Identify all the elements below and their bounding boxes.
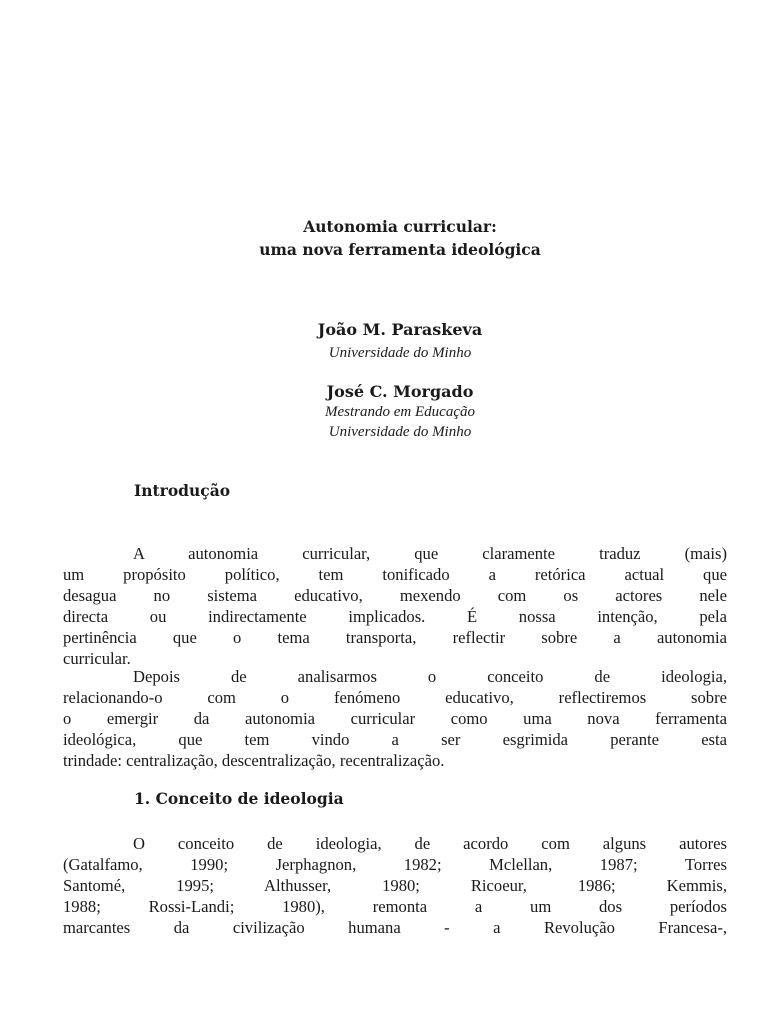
paragraph-intro-1 — [63, 543, 727, 669]
text-line: A autonomia curricular, que claramente traduz (mais) — [133, 544, 727, 563]
author-2-affiliation-1: Mestrando em Educação — [325, 404, 475, 420]
text-line: trindade: centralização, descentralização, recentralização. — [63, 751, 445, 770]
text-line: um propósito político, tem tonificado a retórica actual que — [63, 565, 727, 584]
text-line: 1988; Rossi-Landi; 1980), remonta a um dos períodos — [63, 897, 727, 916]
text-line: ideológica, que tem vindo a ser esgrimida perante esta — [63, 730, 727, 749]
author-2-name: José C. Morgado — [326, 382, 474, 401]
section-heading-conceito-de-ideologia: 1. Conceito de ideologia — [134, 789, 344, 808]
paragraph-conceito-1 — [63, 833, 727, 938]
text-line: marcantes da civilização humana - a Revolução Francesa-, — [63, 918, 727, 937]
section-heading-introducao: Introdução — [134, 481, 231, 500]
text-line: directa ou indirectamente implicados. É nossa intenção, pela — [63, 607, 727, 626]
text-line: (Gatalfamo, 1990; Jerphagnon, 1982; Mclellan, 1987; Torres — [63, 855, 727, 874]
text-line: Santomé, 1995; Althusser, 1980; Ricoeur, 1986; Kemmis, — [63, 876, 727, 895]
text-line: relacionando-o com o fenómeno educativo, reflectiremos sobre — [63, 688, 727, 707]
author-1-affiliation: Universidade do Minho — [328, 345, 472, 361]
author-2-affiliation-2: Universidade do Minho — [328, 424, 472, 440]
text-line: desagua no sistema educativo, mexendo com os actores nele — [63, 586, 727, 605]
text-line: Depois de analisarmos o conceito de ideologia, — [133, 667, 727, 686]
text-line: o emergir da autonomia curricular como uma nova ferramenta — [63, 709, 727, 728]
text-line: O conceito de ideologia, de acordo com alguns autores — [133, 834, 727, 853]
author-1-name: João M. Paraskeva — [317, 320, 483, 339]
document-title-line-2: uma nova ferramenta ideológica — [259, 240, 541, 259]
paragraph-intro-2 — [63, 666, 727, 771]
document-title-line-1: Autonomia curricular: — [303, 217, 497, 236]
text-line: curricular. — [63, 649, 131, 668]
text-line: pertinência que o tema transporta, reflectir sobre a autonomia — [63, 628, 727, 647]
